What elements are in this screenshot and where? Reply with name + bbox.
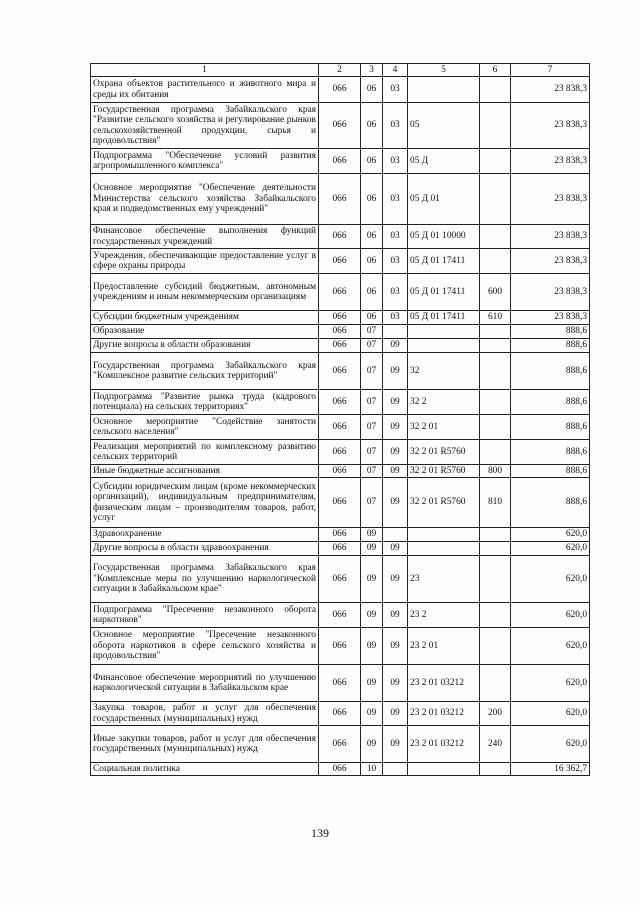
row-name-cell: Реализация мероприятий по комплексному развитию сельских территорий (91, 440, 319, 465)
table-row (91, 556, 590, 603)
row-name-cell: Образование (91, 325, 319, 339)
header-cell: 5 (408, 64, 480, 77)
section-code-cell: 07 (361, 353, 383, 390)
amount-cell: 620,0 (511, 603, 590, 628)
target-article-cell: 05 Д 01 17411 (408, 311, 480, 325)
table-row (91, 415, 590, 440)
ministry-code-cell: 066 (319, 603, 361, 628)
table-row (91, 465, 590, 478)
ministry-code-cell: 066 (319, 763, 361, 776)
table-row (91, 249, 590, 274)
ministry-code-cell: 066 (319, 628, 361, 665)
amount-cell: 620,0 (511, 726, 590, 763)
expense-type-cell: 240 (480, 726, 511, 763)
row-name-cell: Иные закупки товаров, работ и услуг для обеспечения государственных (муниципальных) нужд (91, 726, 319, 763)
target-article-cell (408, 528, 480, 542)
expense-type-cell (480, 665, 511, 702)
target-article-cell: 32 (408, 353, 480, 390)
row-name-cell: Подпрограмма "Пресечение незаконного оборота наркотиков" (91, 603, 319, 628)
subsection-code-cell: 03 (383, 174, 408, 225)
table-row (91, 325, 590, 339)
amount-cell: 23 838,3 (511, 149, 590, 174)
section-code-cell: 09 (361, 628, 383, 665)
table-row (91, 311, 590, 325)
amount-cell: 23 838,3 (511, 225, 590, 249)
header-cell: 7 (511, 64, 590, 77)
target-article-cell (408, 325, 480, 339)
section-code-cell: 09 (361, 542, 383, 556)
target-article-cell (408, 542, 480, 556)
section-code-cell: 06 (361, 149, 383, 174)
row-name-cell: Охрана объектов растительного и животного мира и среды их обитания (91, 77, 319, 103)
expense-type-cell: 800 (480, 465, 511, 478)
subsection-code-cell: 09 (383, 603, 408, 628)
amount-cell: 16 362,7 (511, 763, 590, 776)
section-code-cell: 06 (361, 225, 383, 249)
target-article-cell: 05 Д 01 17411 (408, 249, 480, 274)
table-row (91, 103, 590, 149)
amount-cell: 620,0 (511, 528, 590, 542)
amount-cell: 888,6 (511, 390, 590, 415)
amount-cell: 888,6 (511, 325, 590, 339)
amount-cell: 620,0 (511, 665, 590, 702)
section-code-cell: 07 (361, 440, 383, 465)
row-name-cell: Государственная программа Забайкальского края "Комплексное развитие сельских территорий" (91, 353, 319, 390)
subsection-code-cell: 03 (383, 274, 408, 311)
section-code-cell: 09 (361, 603, 383, 628)
ministry-code-cell: 066 (319, 542, 361, 556)
section-code-cell: 06 (361, 77, 383, 103)
row-name-cell: Подпрограмма "Развитие рынка труда (кадрового потенциала) на сельских территориях" (91, 390, 319, 415)
row-name-cell: Другие вопросы в области здравоохранения (91, 542, 319, 556)
expense-type-cell: 600 (480, 274, 511, 311)
subsection-code-cell (383, 763, 408, 776)
target-article-cell: 05 Д 01 17411 (408, 274, 480, 311)
ministry-code-cell: 066 (319, 77, 361, 103)
expense-type-cell (480, 556, 511, 603)
amount-cell: 23 838,3 (511, 174, 590, 225)
subsection-code-cell: 03 (383, 225, 408, 249)
table-row (91, 225, 590, 249)
subsection-code-cell: 09 (383, 465, 408, 478)
ministry-code-cell: 066 (319, 415, 361, 440)
row-name-cell: Подпрограмма "Обеспечение условий развития агропромышленного комплекса" (91, 149, 319, 174)
ministry-code-cell: 066 (319, 225, 361, 249)
expense-type-cell (480, 390, 511, 415)
row-name-cell: Здравоохранение (91, 528, 319, 542)
target-article-cell (408, 77, 480, 103)
subsection-code-cell: 09 (383, 339, 408, 353)
expense-type-cell (480, 542, 511, 556)
expense-type-cell (480, 225, 511, 249)
ministry-code-cell: 066 (319, 249, 361, 274)
ministry-code-cell: 066 (319, 149, 361, 174)
target-article-cell: 23 (408, 556, 480, 603)
ministry-code-cell: 066 (319, 339, 361, 353)
ministry-code-cell: 066 (319, 274, 361, 311)
row-name-cell: Государственная программа Забайкальского края "Комплексные меры по улучшению наркологической ситуации в Забайкальском крае" (91, 556, 319, 603)
row-name-cell: Основное мероприятие "Пресечение незаконного оборота наркотиков в сфере сельского хозяйства и продовольствия" (91, 628, 319, 665)
row-name-cell: Основное мероприятие "Обеспечение деятельности Министерства сельского хозяйства Забайкальского края и подведомственных ему учреждений" (91, 174, 319, 225)
row-name-cell: Субсидии бюджетным учреждениям (91, 311, 319, 325)
expense-type-cell (480, 325, 511, 339)
subsection-code-cell: 03 (383, 311, 408, 325)
subsection-code-cell: 09 (383, 415, 408, 440)
section-code-cell: 09 (361, 528, 383, 542)
expense-type-cell (480, 528, 511, 542)
subsection-code-cell: 09 (383, 628, 408, 665)
amount-cell: 888,6 (511, 353, 590, 390)
target-article-cell: 32 2 01 R5760 (408, 478, 480, 528)
target-article-cell: 05 Д (408, 149, 480, 174)
target-article-cell (408, 339, 480, 353)
target-article-cell: 23 2 01 03212 (408, 665, 480, 702)
expense-type-cell (480, 103, 511, 149)
amount-cell: 888,6 (511, 415, 590, 440)
amount-cell: 888,6 (511, 465, 590, 478)
section-code-cell: 07 (361, 465, 383, 478)
table-row (91, 149, 590, 174)
ministry-code-cell: 066 (319, 556, 361, 603)
header-cell: 3 (361, 64, 383, 77)
expense-type-cell (480, 603, 511, 628)
table-row (91, 528, 590, 542)
table-row (91, 77, 590, 103)
page-number: 139 (311, 826, 329, 840)
table-header-row (91, 64, 590, 77)
budget-table (90, 63, 590, 776)
target-article-cell (408, 763, 480, 776)
expense-type-cell (480, 149, 511, 174)
subsection-code-cell (383, 325, 408, 339)
section-code-cell: 07 (361, 478, 383, 528)
table-row (91, 665, 590, 702)
section-code-cell: 07 (361, 339, 383, 353)
section-code-cell: 06 (361, 174, 383, 225)
row-name-cell: Финансовое обеспечение выполнения функций государственных учреждений (91, 225, 319, 249)
table-row (91, 174, 590, 225)
target-article-cell: 32 2 01 R5760 (408, 465, 480, 478)
table-row (91, 274, 590, 311)
target-article-cell: 23 2 01 03212 (408, 726, 480, 763)
subsection-code-cell: 09 (383, 478, 408, 528)
subsection-code-cell: 09 (383, 353, 408, 390)
target-article-cell: 23 2 01 03212 (408, 702, 480, 726)
amount-cell: 23 838,3 (511, 77, 590, 103)
ministry-code-cell: 066 (319, 325, 361, 339)
row-name-cell: Субсидии юридическим лицам (кроме некоммерческих организаций), индивидуальным предпринимателям, физическим лицам – производителям товаров, работ, услуг (91, 478, 319, 528)
expense-type-cell: 810 (480, 478, 511, 528)
row-name-cell: Иные бюджетные ассигнования (91, 465, 319, 478)
target-article-cell: 05 Д 01 10000 (408, 225, 480, 249)
ministry-code-cell: 066 (319, 465, 361, 478)
amount-cell: 888,6 (511, 478, 590, 528)
subsection-code-cell: 03 (383, 149, 408, 174)
ministry-code-cell: 066 (319, 665, 361, 702)
row-name-cell: Другие вопросы в области образования (91, 339, 319, 353)
subsection-code-cell: 03 (383, 77, 408, 103)
table-row (91, 353, 590, 390)
row-name-cell: Учреждения, обеспечивающие предоставление услуг в сфере охраны природы (91, 249, 319, 274)
expense-type-cell (480, 763, 511, 776)
target-article-cell: 32 2 01 R5760 (408, 440, 480, 465)
expense-type-cell (480, 440, 511, 465)
header-cell: 1 (91, 64, 319, 77)
table-row (91, 339, 590, 353)
section-code-cell: 09 (361, 665, 383, 702)
row-name-cell: Социальная политика (91, 763, 319, 776)
amount-cell: 23 838,3 (511, 249, 590, 274)
section-code-cell: 09 (361, 726, 383, 763)
table-row (91, 440, 590, 465)
amount-cell: 23 838,3 (511, 311, 590, 325)
section-code-cell: 07 (361, 415, 383, 440)
ministry-code-cell: 066 (319, 174, 361, 225)
table-row (91, 478, 590, 528)
subsection-code-cell: 09 (383, 702, 408, 726)
subsection-code-cell: 03 (383, 249, 408, 274)
target-article-cell: 05 (408, 103, 480, 149)
section-code-cell: 10 (361, 763, 383, 776)
amount-cell: 888,6 (511, 339, 590, 353)
amount-cell: 620,0 (511, 542, 590, 556)
target-article-cell: 23 2 (408, 603, 480, 628)
subsection-code-cell: 03 (383, 103, 408, 149)
amount-cell: 620,0 (511, 556, 590, 603)
expense-type-cell: 200 (480, 702, 511, 726)
section-code-cell: 06 (361, 274, 383, 311)
row-name-cell: Государственная программа Забайкальского края "Развитие сельского хозяйства и регулирование рынков сельскохозяйственной продукции, сырья и продовольствия" (91, 103, 319, 149)
ministry-code-cell: 066 (319, 726, 361, 763)
expense-type-cell (480, 77, 511, 103)
subsection-code-cell: 09 (383, 665, 408, 702)
table-row (91, 628, 590, 665)
table-row (91, 390, 590, 415)
row-name-cell: Предоставление субсидий бюджетным, автономным учреждениям и иным некоммерческим организациям (91, 274, 319, 311)
table-row (91, 763, 590, 776)
header-cell: 4 (383, 64, 408, 77)
table-body (91, 77, 590, 776)
subsection-code-cell: 09 (383, 726, 408, 763)
table-row (91, 603, 590, 628)
expense-type-cell (480, 249, 511, 274)
header-cell: 6 (480, 64, 511, 77)
section-code-cell: 09 (361, 702, 383, 726)
ministry-code-cell: 066 (319, 390, 361, 415)
header-cell: 2 (319, 64, 361, 77)
amount-cell: 23 838,3 (511, 103, 590, 149)
ministry-code-cell: 066 (319, 353, 361, 390)
expense-type-cell (480, 174, 511, 225)
subsection-code-cell: 09 (383, 542, 408, 556)
ministry-code-cell: 066 (319, 311, 361, 325)
section-code-cell: 06 (361, 311, 383, 325)
table-row (91, 726, 590, 763)
section-code-cell: 06 (361, 249, 383, 274)
target-article-cell: 05 Д 01 (408, 174, 480, 225)
expense-type-cell (480, 339, 511, 353)
target-article-cell: 32 2 (408, 390, 480, 415)
row-name-cell: Финансовое обеспечение мероприятий по улучшению наркологической ситуации в Забайкальском крае (91, 665, 319, 702)
subsection-code-cell (383, 528, 408, 542)
section-code-cell: 09 (361, 556, 383, 603)
subsection-code-cell: 09 (383, 440, 408, 465)
row-name-cell: Закупка товаров, работ и услуг для обеспечения государственных (муниципальных) нужд (91, 702, 319, 726)
expense-type-cell: 610 (480, 311, 511, 325)
ministry-code-cell: 066 (319, 702, 361, 726)
subsection-code-cell: 09 (383, 556, 408, 603)
row-name-cell: Основное мероприятие "Содействие занятости сельского населения" (91, 415, 319, 440)
subsection-code-cell: 09 (383, 390, 408, 415)
amount-cell: 888,6 (511, 440, 590, 465)
amount-cell: 620,0 (511, 628, 590, 665)
ministry-code-cell: 066 (319, 103, 361, 149)
section-code-cell: 06 (361, 103, 383, 149)
ministry-code-cell: 066 (319, 440, 361, 465)
ministry-code-cell: 066 (319, 528, 361, 542)
section-code-cell: 07 (361, 390, 383, 415)
expense-type-cell (480, 353, 511, 390)
amount-cell: 620,0 (511, 702, 590, 726)
table-row (91, 542, 590, 556)
section-code-cell: 07 (361, 325, 383, 339)
expense-type-cell (480, 415, 511, 440)
target-article-cell: 32 2 01 (408, 415, 480, 440)
amount-cell: 23 838,3 (511, 274, 590, 311)
ministry-code-cell: 066 (319, 478, 361, 528)
table-row (91, 702, 590, 726)
expense-type-cell (480, 628, 511, 665)
target-article-cell: 23 2 01 (408, 628, 480, 665)
